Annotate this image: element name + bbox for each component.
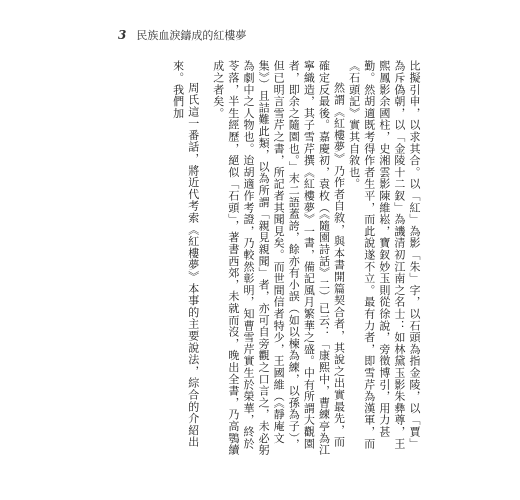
paragraph: 然謂《紅樓夢》乃作者自敘，與本書開篇契合者，其說之出實最先，而確定反最後。嘉慶初，袁枚（《隨園詩話》二）已云：「康熙中，曹練亭為江寧織造，其子雪芹撰《紅樓夢》一書，備記風月繁華之盛。中有所謂大觀園者，即余之隨園也。」末二語蓋誇，餘亦有小誤（如以楝為練，以孫為子），但已明言雪芹之書，所記者其聞見矣。而世間信者特少，王國維（《靜庵文集》）且詰難此類，以為所謂「親見親聞」者，亦可自旁觀之口言之，未必躬為劇中之人物也。迨胡適作考證，乃較然彰明，知曹雪芹實生於榮華，終於苓落，半生經歷，絕似「石頭」，著書西郊，未就而沒，晚出全書，乃高鶚續成之者矣。	[211, 60, 346, 456]
vertical-text-body	[118, 60, 422, 458]
running-header	[118, 27, 246, 43]
paragraph-continued: 比擬引申，以求其合。以「紅」為影「朱」字，以石頭為指金陵，以「賈」為斥偽朝，以「金陵十二釵」為譏清初江南之名士：如林黛玉影朱彝尊，王熙鳳影余國柱，史湘雲影陳維崧，寶釵妙玉則從徐說，旁徵博引，用力甚勤。然胡適既考得作者生平，而此說遂不立。最有力者，即雪芹為漢軍，而《石頭記》實其自敘也。	[347, 60, 421, 450]
paragraph-new: 周氏這一番話，將近代考索《紅樓夢》本事的主要說法，綜合的介紹出來。我們加	[171, 60, 200, 448]
running-title: 民族血淚鑄成的紅樓夢	[136, 29, 247, 42]
page-number: 3	[118, 28, 127, 42]
